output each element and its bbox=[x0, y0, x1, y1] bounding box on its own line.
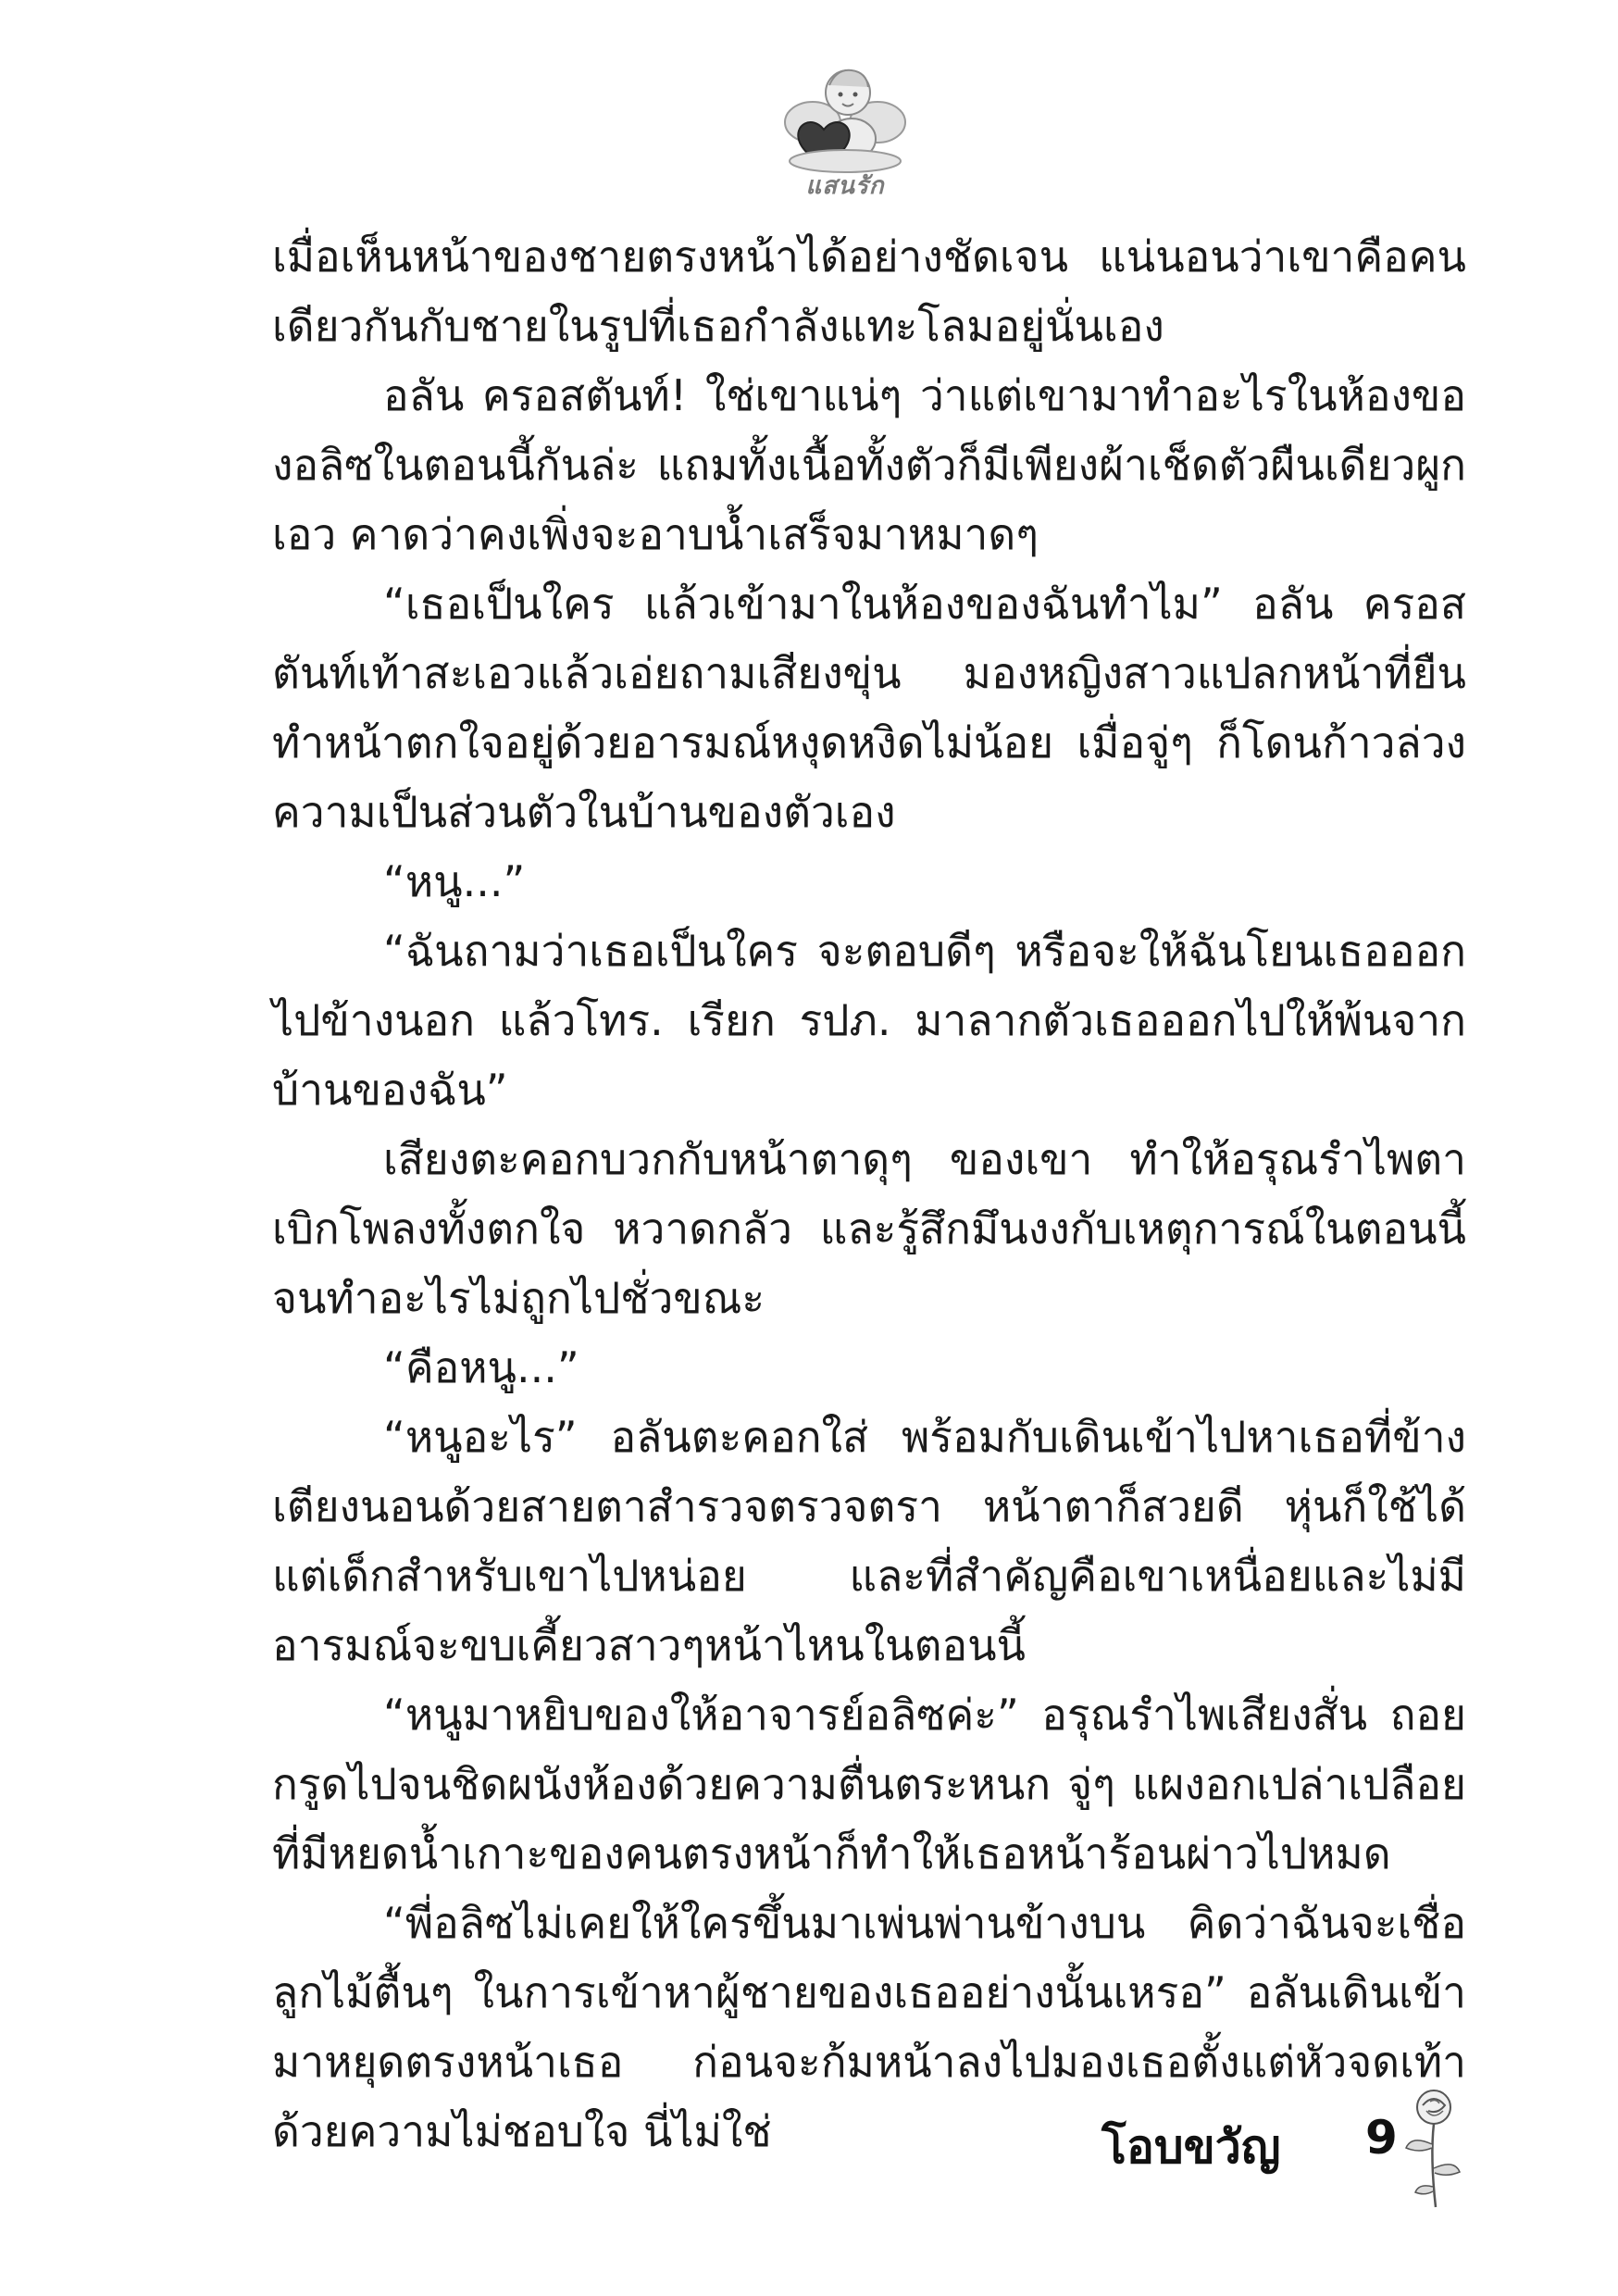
paragraph: เสียงตะคอกบวกกับหน้าตาดุๆ ของเขา ทำให้อรุณรำไพตาเบิกโพลงทั้งตกใจ หวาดกลัว และรู้สึกมึนงงกับเหตุการณ์ในตอนนี้จนทำอะไรไม่ถูกไปชั่วขณะ bbox=[272, 1134, 1466, 1323]
rose-icon bbox=[1393, 2083, 1467, 2213]
page-number: 9 bbox=[1365, 2111, 1398, 2165]
logo-text: แสนรัก bbox=[805, 172, 885, 200]
paragraph: “ฉันถามว่าเธอเป็นใคร จะตอบดีๆ หรือจะให้ฉันโยนเธอออกไปข้างนอก แล้วโทร. เรียก รปภ. มาลากตัวเธอออกไปให้พ้นจากบ้านของฉัน” bbox=[272, 926, 1466, 1115]
paragraph: อลัน ครอสตันท์! ใช่เขาแน่ๆ ว่าแต่เขามาทำอะไรในห้องของอลิซในตอนนี้กันล่ะ แถมทั้งเนื้อทั้งตัวก็มีเพียงผ้าเช็ดตัวผืนเดียวผูกเอว คาดว่าคงเพิ่งจะอาบน้ำเสร็จมาหมาดๆ bbox=[272, 370, 1466, 559]
paragraph: “เธอเป็นใคร แล้วเข้ามาในห้องของฉันทำไม” อลัน ครอสตันท์เท้าสะเอวแล้วเอ่ยถามเสียงขุ่น มองหญิงสาวแปลกหน้าที่ยืนทำหน้าตกใจอยู่ด้วยอารมณ์หงุดหงิดไม่น้อย เมื่อจู่ๆ ก็โดนก้าวล่วงความเป็นส่วนตัวในบ้านของตัวเอง bbox=[272, 579, 1466, 837]
paragraph: “หนูอะไร” อลันตะคอกใส่ พร้อมกับเดินเข้าไปหาเธอที่ข้างเตียงนอนด้วยสายตาสำรวจตรวจตรา หน้าตาก็สวยดี หุ่นก็ใช้ได้ แต่เด็กสำหรับเขาไปหน่อย และที่สำคัญคือเขาเหนื่อยและไม่มีอารมณ์จะขบเคี้ยวสาวๆหน้าไหนในตอนนี้ bbox=[272, 1412, 1466, 1670]
page-footer bbox=[1101, 2083, 1472, 2213]
header-logo bbox=[776, 57, 915, 206]
paragraph: “คือหนู...” bbox=[383, 1342, 579, 1392]
story-body bbox=[272, 222, 1466, 2166]
book-title: โอบขวัญ bbox=[1101, 2120, 1281, 2174]
paragraph: เมื่อเห็นหน้าของชายตรงหน้าได้อย่างชัดเจน แน่นอนว่าเขาคือคนเดียวกันกับชายในรูปที่เธอกำลังแทะโลมอยู่นั่นเอง bbox=[272, 231, 1466, 351]
paragraph: “พี่อลิซไม่เคยให้ใครขึ้นมาเพ่นพ่านข้างบน คิดว่าฉันจะเชื่อลูกไม้ตื้นๆ ในการเข้าหาผู้ชายของเธออย่างนั้นเหรอ” อลันเดินเข้ามาหยุดตรงหน้าเธอ ก่อนจะก้มหน้าลงไปมองเธอตั้งแต่หัวจดเท้าด้วยความไม่ชอบใจ นี่ไม่ใช่ bbox=[272, 1898, 1466, 2156]
paragraph: “หนู...” bbox=[383, 856, 526, 906]
paragraph: “หนูมาหยิบของให้อาจารย์อลิซค่ะ” อรุณรำไพเสียงสั่น ถอยกรูดไปจนชิดผนังห้องด้วยความตื่นตระหนก จู่ๆ แผงอกเปล่าเปลือยที่มีหยดน้ำเกาะของคนตรงหน้าก็ทำให้เธอหน้าร้อนผ่าวไปหมด bbox=[272, 1690, 1466, 1878]
